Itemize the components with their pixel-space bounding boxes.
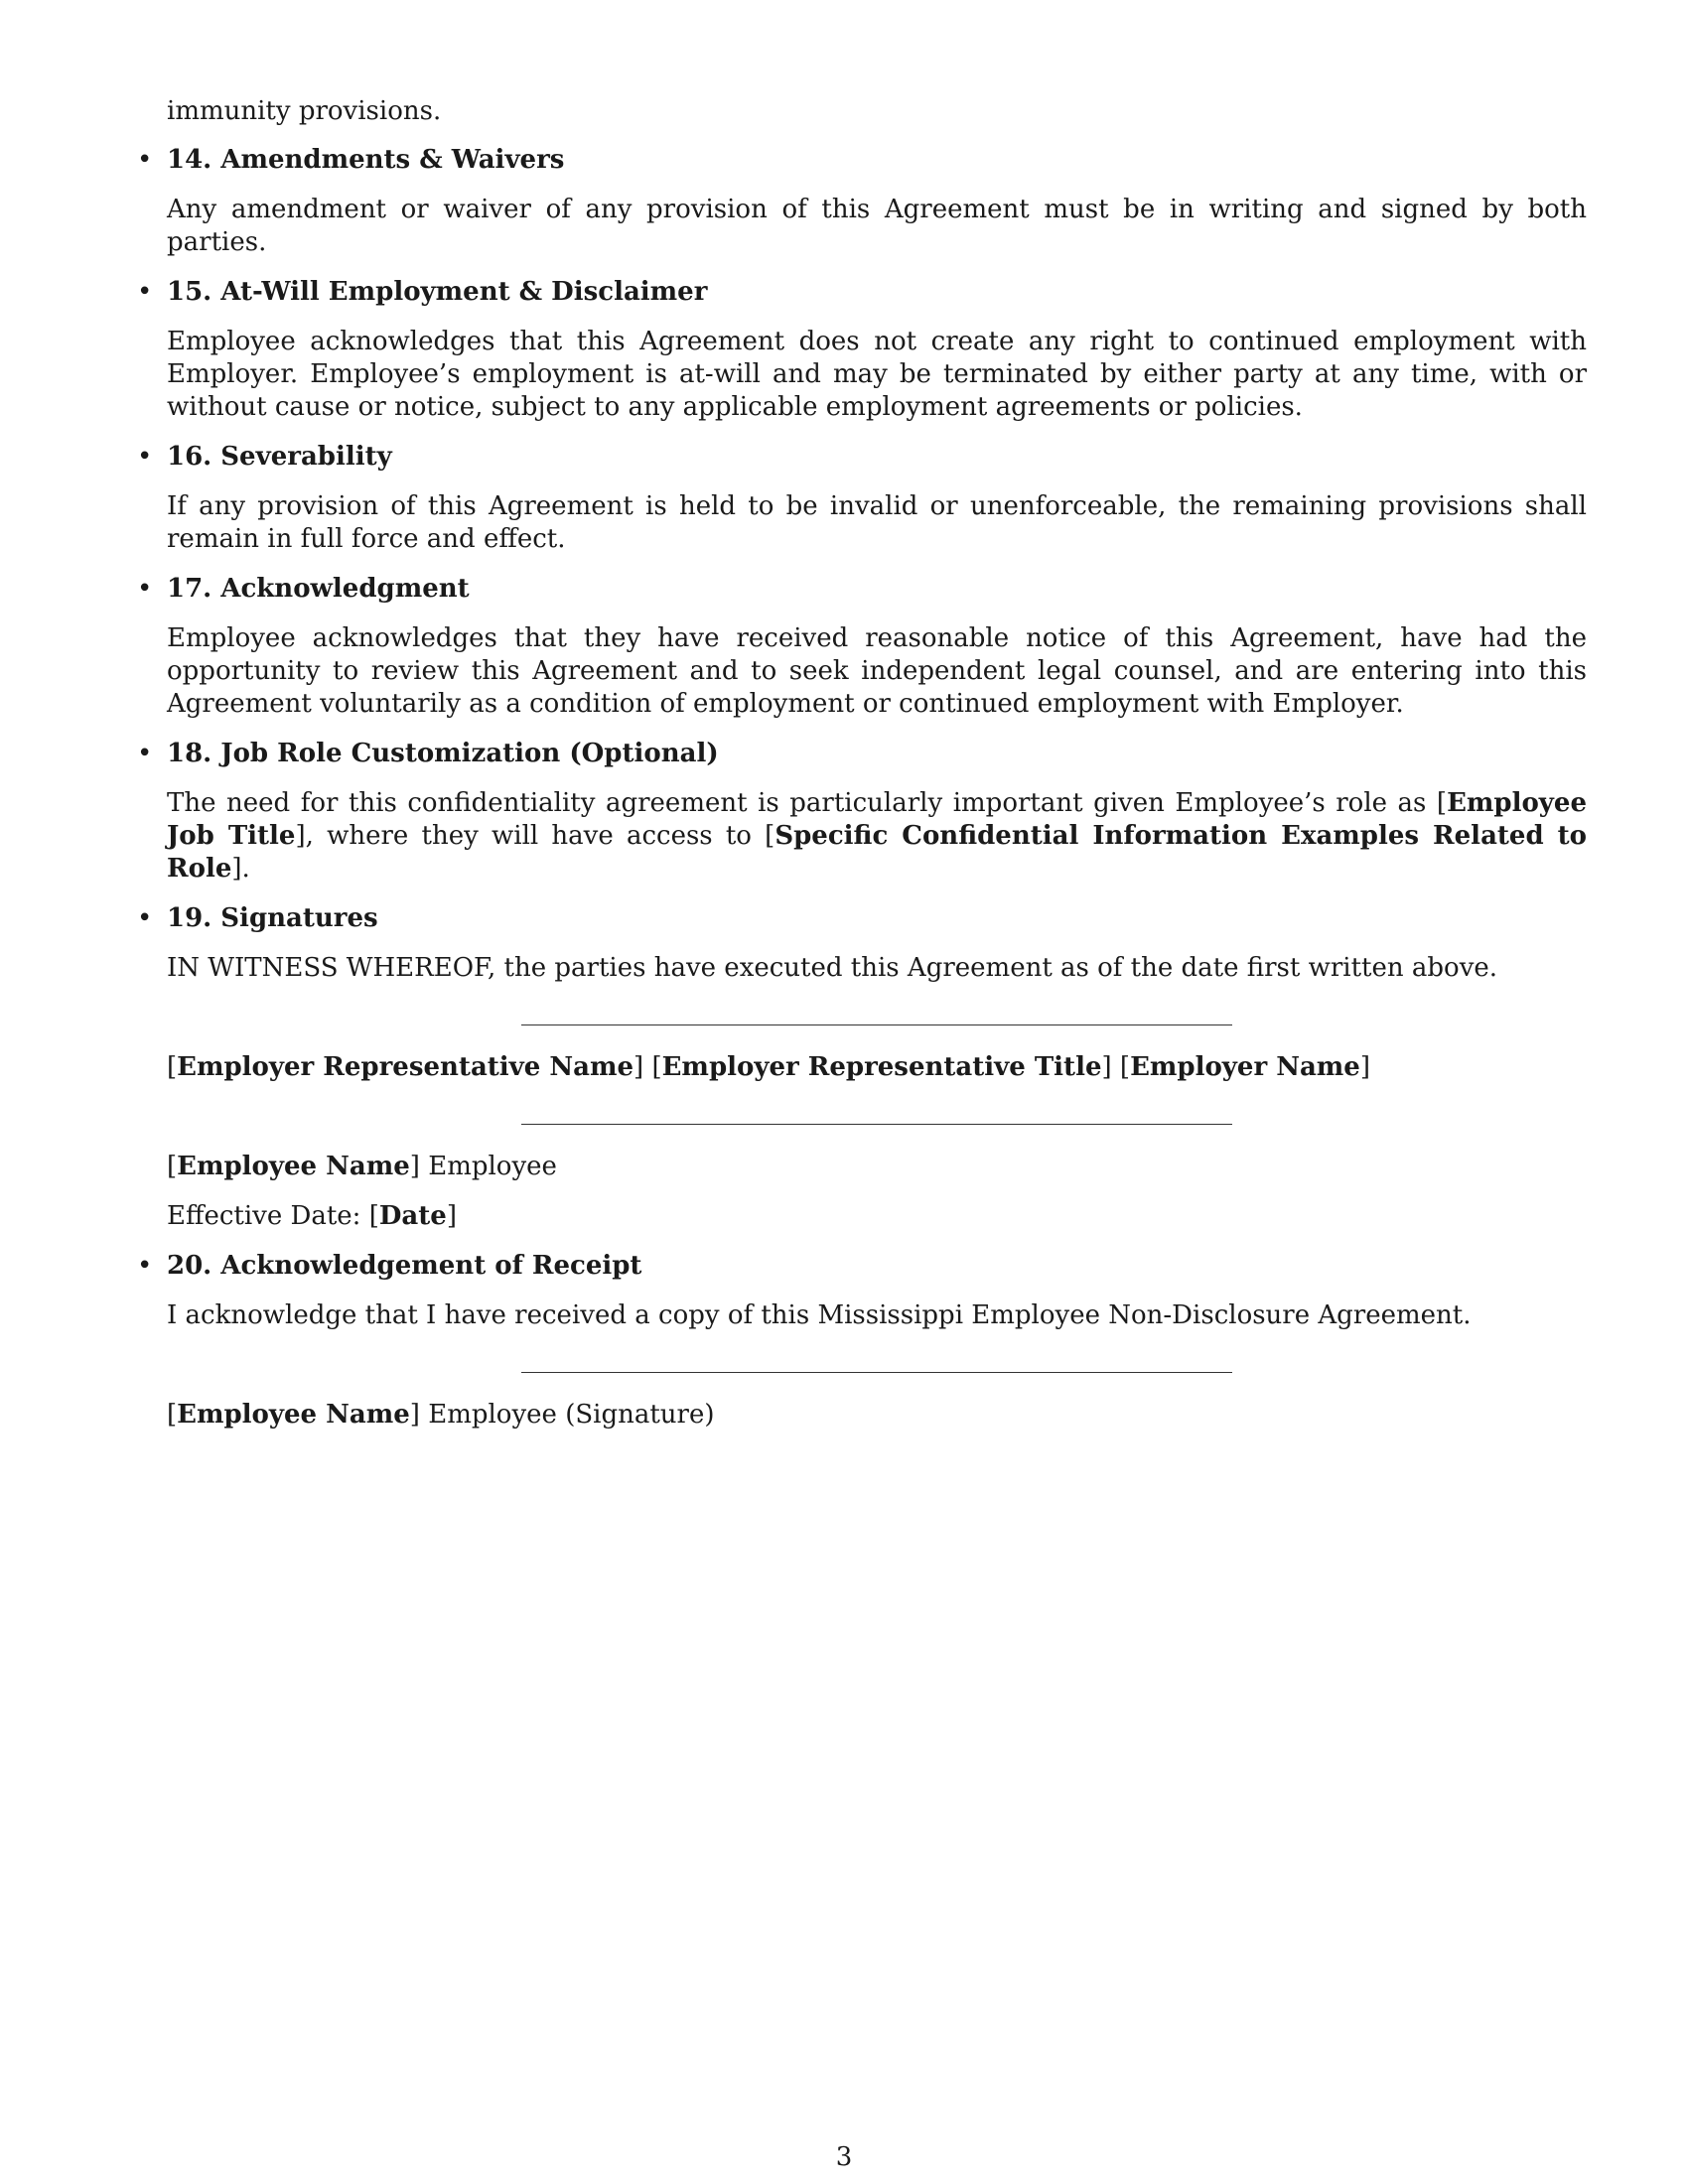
continuation-text: immunity provisions. [167, 96, 442, 126]
body-text: ], where they will have access to [ [295, 821, 775, 851]
bullet-icon: • [137, 903, 153, 933]
employer-signature-line [521, 1024, 1232, 1025]
section-title: 17. Acknowledgment [167, 574, 470, 604]
section-title: 14. Amendments & Waivers [167, 145, 565, 175]
employer-signature-block: [Employer Representative Name] [Employer Representative Title] [Employer Name] [167, 1052, 1371, 1082]
document-content [137, 95, 1587, 1448]
section-14 [137, 144, 1587, 259]
placeholder-employer-rep-name: Employer Representative Name [177, 1052, 634, 1082]
section-body [167, 787, 1587, 886]
body-text: The need for this confidentiality agreement is particularly important given Employee’s role as [ [167, 788, 1448, 818]
bullet-icon: • [137, 442, 153, 472]
section-heading [137, 276, 1587, 309]
section-heading [137, 573, 1587, 606]
bullet-icon: • [137, 145, 153, 175]
section-heading [137, 144, 1587, 177]
effective-date: Effective Date: [Date] [167, 1201, 457, 1231]
section-title: 16. Severability [167, 442, 392, 472]
bullet-icon: • [137, 277, 153, 307]
employee-label: Employee [428, 1152, 557, 1181]
effective-date-label: Effective Date: [167, 1201, 361, 1231]
receipt-signature-line [521, 1372, 1232, 1373]
bullet-icon: • [137, 574, 153, 604]
placeholder-employer-rep-title: Employer Representative Title [661, 1052, 1102, 1082]
employee-signature-label: Employee (Signature) [428, 1400, 715, 1430]
section-15 [137, 276, 1587, 424]
section-title: 15. At-Will Employment & Disclaimer [167, 277, 708, 307]
section-heading [137, 902, 1587, 935]
section-title: 18. Job Role Customization (Optional) [167, 739, 719, 768]
section-title: 20. Acknowledgement of Receipt [167, 1251, 642, 1281]
page-number: 3 [835, 2142, 853, 2172]
section-heading [137, 738, 1587, 770]
placeholder-employee-name: Employee Name [177, 1400, 410, 1430]
section-body: I acknowledge that I have received a copy of this Mississippi Employee Non-Disclosure Agreement. [167, 1300, 1472, 1330]
employee-signature-line [521, 1124, 1232, 1125]
placeholder-confidential-examples: Specific Confidential Information Examples Related to Role [167, 821, 1587, 884]
section-19 [137, 902, 1587, 1233]
bullet-icon: • [137, 739, 153, 768]
placeholder-employer-name: Employer Name [1130, 1052, 1360, 1082]
section-heading [137, 1250, 1587, 1283]
section-body: If any provision of this Agreement is held to be invalid or unenforceable, the remaining provisions shall remain in full force and effect. [167, 491, 1587, 554]
section-title: 19. Signatures [167, 903, 378, 933]
placeholder-employee-name: Employee Name [177, 1152, 410, 1181]
section-heading [137, 441, 1587, 474]
section-body: Employee acknowledges that they have received reasonable notice of this Agreement, have had the opportunity to review this Agreement and to seek independent legal counsel, and are entering into this Agreement voluntarily as a condition of employment or continued employment with Employer. [167, 623, 1587, 719]
placeholder-date: Date [378, 1201, 447, 1231]
section-body: IN WITNESS WHEREOF, the parties have executed this Agreement as of the date first written above. [167, 953, 1498, 983]
section-20 [137, 1250, 1587, 1432]
section-body: Any amendment or waiver of any provision of this Agreement must be in writing and signed by both parties. [167, 195, 1587, 257]
bullet-icon: • [137, 1251, 153, 1281]
section-body: Employee acknowledges that this Agreement does not create any right to continued employment with Employer. Employee’s employment is at-will and may be terminated by either party at any time, with or without cause or notice, subject to any applicable employment agreements or policies. [167, 327, 1587, 422]
employee-signature-block: [Employee Name] Employee [167, 1152, 557, 1181]
section-17 [137, 573, 1587, 721]
placeholder-job-title: Employee Job Title [167, 788, 1587, 851]
section-16 [137, 441, 1587, 556]
receipt-signature-block: [Employee Name] Employee (Signature) [167, 1400, 715, 1430]
section-18 [137, 738, 1587, 886]
body-text: ]. [231, 854, 250, 884]
